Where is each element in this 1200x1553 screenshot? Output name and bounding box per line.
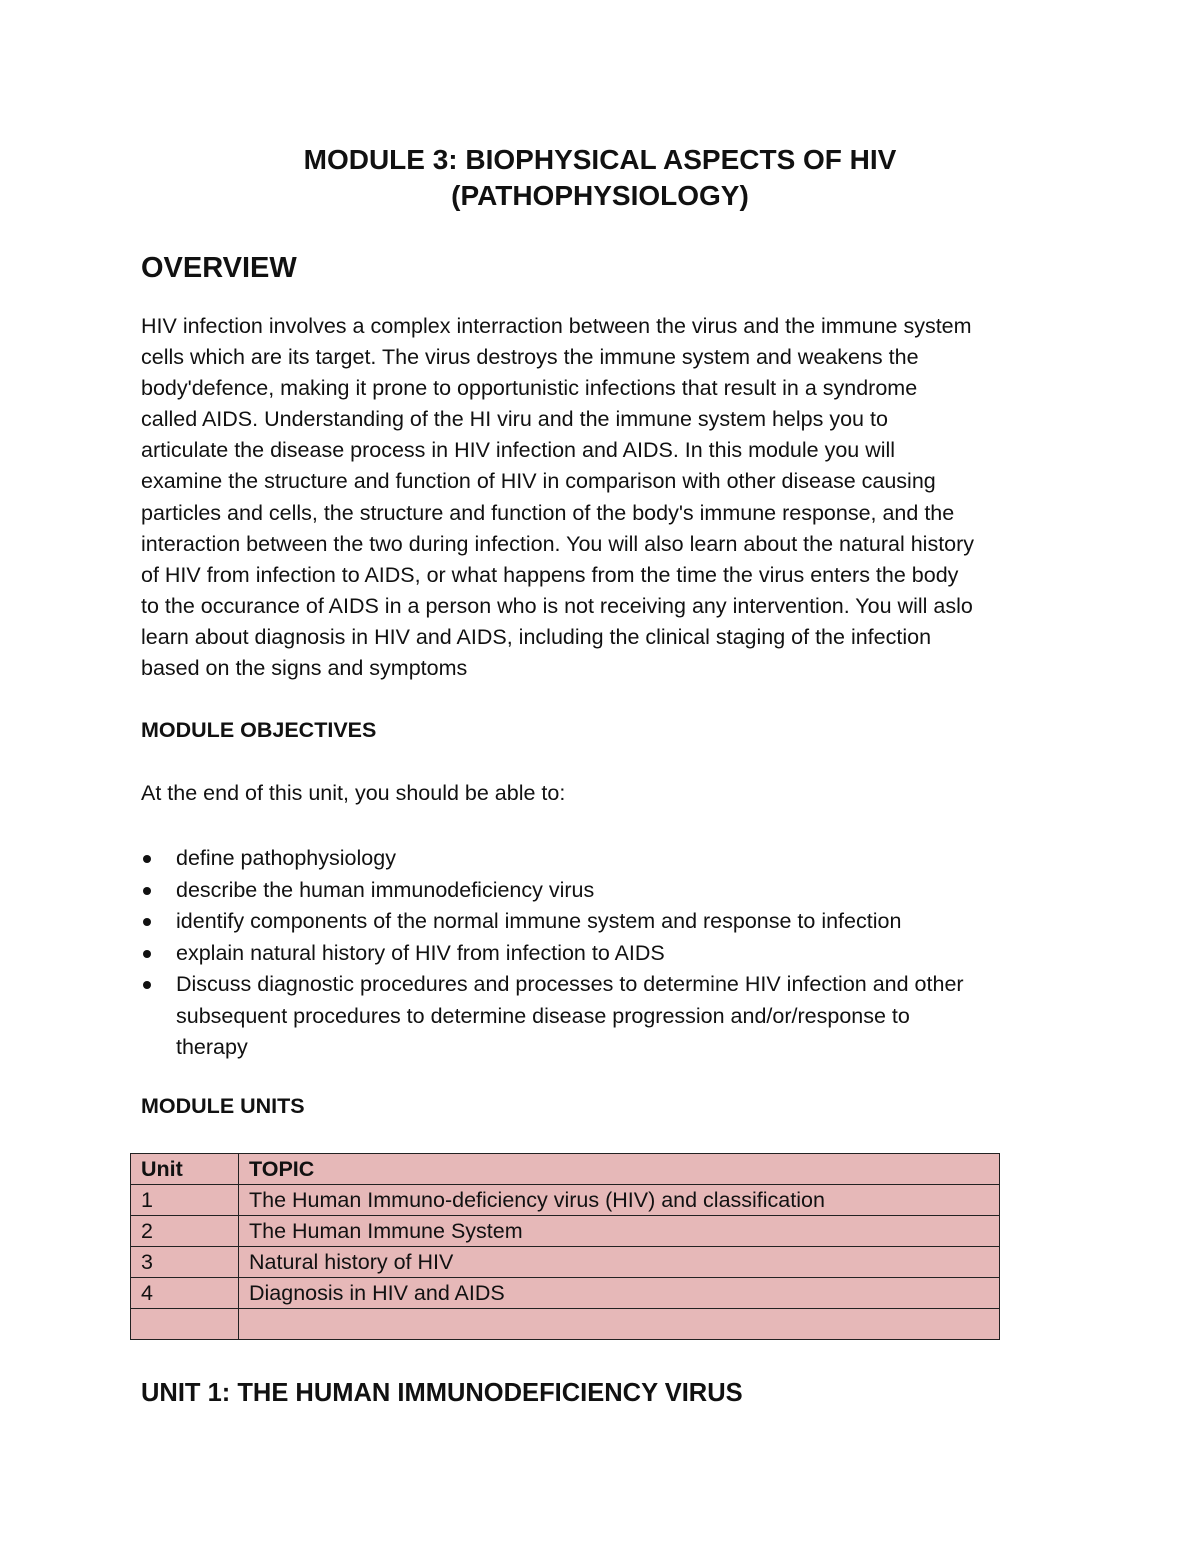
paragraph-line: called AIDS. Understanding of the HI viru and the immune system helps you to — [141, 407, 888, 432]
paragraph-line: of HIV from infection to AIDS, or what happens from the time the virus enters the body — [141, 562, 959, 587]
title-line: MODULE 3: BIOPHYSICAL ASPECTS OF HIV — [303, 144, 897, 175]
table-row — [131, 1309, 1000, 1340]
objectives-list — [141, 843, 1071, 1064]
list-item — [141, 875, 1071, 907]
list-item — [141, 843, 1071, 875]
table-row — [131, 1185, 1000, 1216]
bullet-icon — [143, 887, 151, 895]
table-cell: 3 — [131, 1247, 239, 1278]
paragraph-line: cells which are its target. The virus destroys the immune system and weakens the — [141, 345, 919, 370]
table-cell: The Human Immune System — [239, 1216, 1000, 1247]
table-cell: 1 — [131, 1185, 239, 1216]
table-row — [131, 1216, 1000, 1247]
table-header-cell: Unit — [131, 1154, 239, 1185]
table-cell — [131, 1309, 239, 1340]
bullet-icon — [143, 981, 151, 989]
bullet-icon — [143, 918, 151, 926]
bullet-icon — [143, 855, 151, 863]
table-row — [131, 1278, 1000, 1309]
list-item-text: describe the human immunodeficiency virus — [176, 877, 595, 902]
bullet-icon — [143, 950, 151, 958]
objectives-heading: MODULE OBJECTIVES — [141, 718, 377, 742]
list-item — [141, 906, 1071, 938]
paragraph-line: particles and cells, the structure and function of the body's immune response, and the — [141, 500, 955, 525]
table-cell — [239, 1309, 1000, 1340]
table-row — [131, 1247, 1000, 1278]
list-item — [141, 938, 1071, 970]
paragraph-line: HIV infection involves a complex interraction between the virus and the immune system — [141, 314, 972, 338]
unit1-heading: UNIT 1: THE HUMAN IMMUNODEFICIENCY VIRUS — [141, 1379, 743, 1407]
list-item-text: Discuss diagnostic procedures and processes to determine HIV infection and other — [176, 972, 964, 996]
paragraph-line: based on the signs and symptoms — [141, 656, 468, 681]
list-item-text: define pathophysiology — [176, 846, 396, 870]
paragraph-line: interaction between the two during infection. You will also learn about the natural history — [141, 531, 975, 556]
overview-paragraph — [141, 311, 1066, 684]
list-item-text: identify components of the normal immune system and response to infection — [176, 909, 902, 933]
module-units-table — [130, 1153, 1000, 1340]
title-line: (PATHOPHYSIOLOGY) — [451, 180, 749, 211]
module-title — [0, 142, 1200, 214]
paragraph-line: examine the structure and function of HIV in comparison with other disease causing — [141, 469, 936, 494]
list-item-text: explain natural history of HIV from infection to AIDS — [176, 940, 665, 965]
table-header-cell: TOPIC — [239, 1154, 1000, 1185]
table-cell: 4 — [131, 1278, 239, 1309]
table-cell: Natural history of HIV — [239, 1247, 1000, 1278]
paragraph-line: body'defence, making it prone to opportunistic infections that result in a syndrome — [141, 376, 918, 401]
overview-heading: OVERVIEW — [141, 252, 297, 284]
paragraph-line: learn about diagnosis in HIV and AIDS, including the clinical staging of the infection — [141, 624, 932, 649]
list-item-text: therapy — [176, 1035, 248, 1059]
units-heading: MODULE UNITS — [141, 1094, 305, 1118]
paragraph-line: articulate the disease process in HIV infection and AIDS. In this module you will — [141, 438, 896, 463]
list-item-text: subsequent procedures to determine disease progression and/or/response to — [176, 1003, 910, 1028]
table-cell: 2 — [131, 1216, 239, 1247]
table-cell: The Human Immuno-deficiency virus (HIV) and classification — [239, 1185, 1000, 1216]
table-header-row — [131, 1154, 1000, 1185]
paragraph-line: to the occurance of AIDS in a person who is not receiving any intervention. You will aslo — [141, 593, 973, 618]
objectives-intro: At the end of this unit, you should be able to: — [141, 781, 566, 805]
table-cell: Diagnosis in HIV and AIDS — [239, 1278, 1000, 1309]
list-item — [141, 969, 1071, 1064]
